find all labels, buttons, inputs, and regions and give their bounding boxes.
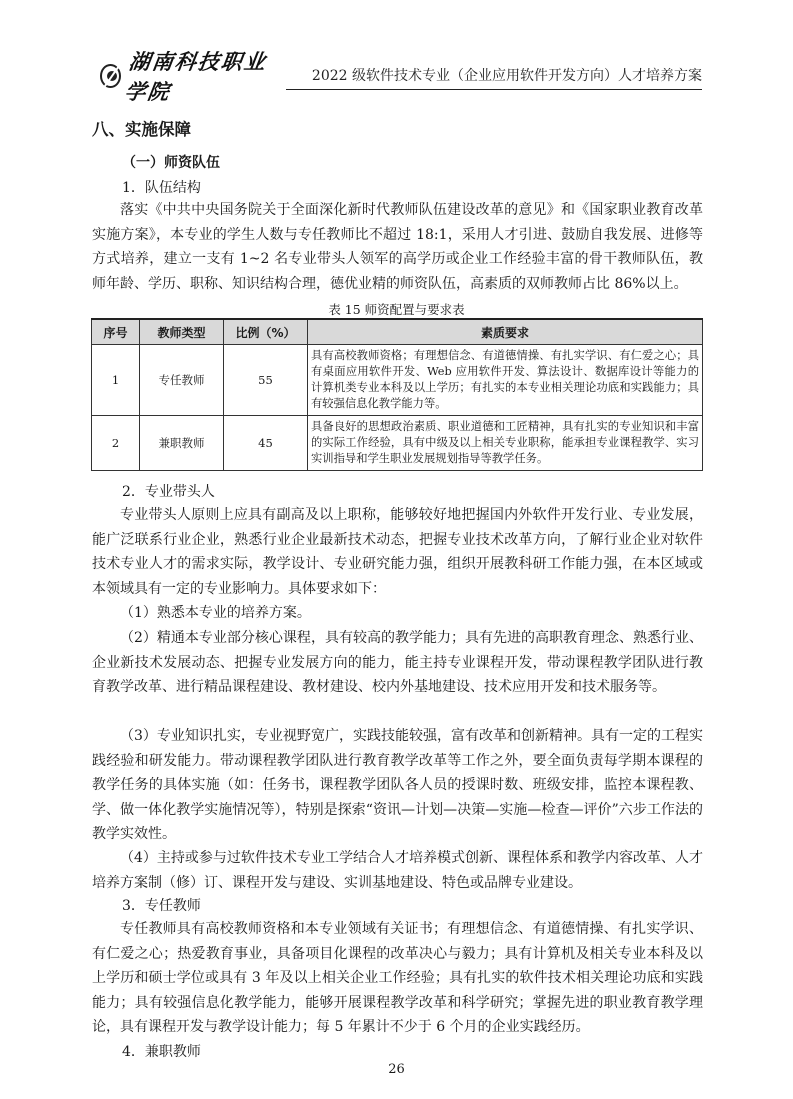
school-name: 湖南科技职业学院	[122, 49, 269, 104]
page-header	[100, 49, 702, 104]
heading-parttime-teacher: 4．兼职教师	[122, 1044, 201, 1060]
table-header-row	[92, 319, 703, 345]
school-logo	[100, 49, 282, 104]
col-header-no: 序号	[92, 319, 140, 345]
cell-ratio: 45	[224, 416, 308, 471]
heading-lead-teacher: 2．专业带头人	[122, 484, 215, 500]
cell-no: 1	[92, 345, 140, 416]
header-doc-title: 2022 级软件技术专业（企业应用软件开发方向）人才培养方案	[311, 68, 702, 84]
staff-table	[91, 318, 703, 471]
section-heading: 八、实施保障	[92, 120, 191, 139]
col-header-ratio: 比例（%）	[224, 319, 308, 345]
cell-no: 2	[92, 416, 140, 471]
cell-type: 兼职教师	[140, 416, 224, 471]
col-header-requirements: 素质要求	[308, 319, 703, 345]
header-rule	[286, 89, 702, 90]
requirement-item-1: （1）熟悉本专业的培养方案。	[120, 605, 311, 621]
heading-team-structure: 1．队伍结构	[122, 180, 201, 196]
requirement-item-3: （3）专业知识扎实，专业视野宽广，实践技能较强，富有改革和创新精神。具有一定的工程实践经验和研发能力。带动课程教学团队进行教育教学改革等工作之外，要全面负责每学期本课程的教学任务的具体实施（如：任务书，课程教学团队各人员的授课时数、班级安排，监控本课程教、学、做一体化教学实施情况等），特别是探索“资讯—计划—决策—实施—检查—评价”六步工作法的教学实效性。	[92, 728, 703, 843]
table-row	[92, 416, 703, 471]
paragraph-team-structure: 落实《中共中央国务院关于全面深化新时代教师队伍建设改革的意见》和《国家职业教育改革实施方案》，本专业的学生人数与专任教师比不超过 18:1，采用人才引进、鼓励自我发展、进修等方式培养，建立一支有 1~2 名专业带头人领军的高学历或企业工作经验丰富的骨干教师队伍，教师年龄、学历、职称、知识结构合理，德优业精的师资队伍，高素质的双师教师占比 86%以上。	[92, 202, 703, 292]
heading-fulltime-teacher: 3．专任教师	[122, 898, 201, 914]
paragraph-lead-teacher: 专业带头人原则上应具有副高及以上职称，能够较好地把握国内外软件开发行业、专业发展，能广泛联系行业企业，熟悉行业企业最新技术动态，把握专业技术改革方向，了解行业企业对软件技术专业人才的需求实际，教学设计、专业研究能力强，组织开展教科研工作能力强，在本区域或本领域具有一定的专业影响力。具体要求如下：	[92, 507, 703, 597]
subsection-heading: （一）师资队伍	[122, 155, 220, 171]
cell-requirements: 具有高校教师资格；有理想信念、有道德情操、有扎实学识、有仁爱之心；具有桌面应用软件开发、Web 应用软件开发、算法设计、数据库设计等能力的计算机类专业本科及以上学历；有扎实的本专业相关理论功底和实践能力；具有较强信息化教学能力等。	[308, 345, 703, 416]
requirement-item-4: （4）主持或参与过软件技术专业工学结合人才培养模式创新、课程体系和教学内容改革、人才培养方案制（修）订、课程开发与建设、实训基地建设、特色或品牌专业建设。	[92, 850, 703, 891]
cell-requirements: 具备良好的思想政治素质、职业道德和工匠精神，具有扎实的专业知识和丰富的实际工作经验，具有中级及以上相关专业职称，能承担专业课程教学、实习实训指导和学生职业发展规划指导等教学任务。	[308, 416, 703, 471]
page-number: 26	[388, 1062, 405, 1077]
col-header-type: 教师类型	[140, 319, 224, 345]
requirement-item-2: （2）精通本专业部分核心课程，具有较高的教学能力；具有先进的高职教育理念、熟悉行业、企业新技术发展动态、把握专业发展方向的能力，能主持专业课程开发，带动课程教学团队进行教育教学改革、进行精品课程建设、教材建设、校内外基地建设、技术应用开发和技术服务等。	[92, 630, 703, 696]
cell-type: 专任教师	[140, 345, 224, 416]
cell-ratio: 55	[224, 345, 308, 416]
paragraph-fulltime-teacher: 专任教师具有高校教师资格和本专业领域有关证书；有理想信念、有道德情操、有扎实学识、有仁爱之心；热爱教育事业，具备项目化课程的改革决心与毅力；具有计算机及相关专业本科及以上学历和硕士学位或具有 3 年及以上相关企业工作经验；具有扎实的软件技术相关理论功底和实践能力；具有较强信息化教学能力，能够开展课程教学改革和科学研究；掌握先进的职业教育教学理论，具有课程开发与教学设计能力；每 5 年累计不少于 6 个月的企业实践经历。	[92, 921, 703, 1036]
school-seal-icon	[100, 64, 121, 88]
table-caption: 表 15 师资配置与要求表	[328, 302, 465, 317]
table-row	[92, 345, 703, 416]
